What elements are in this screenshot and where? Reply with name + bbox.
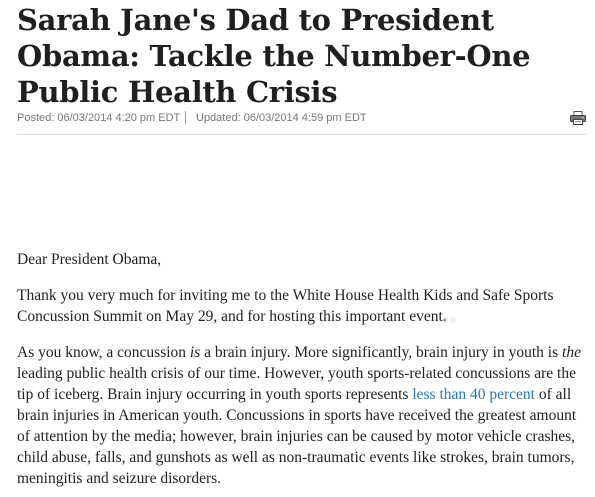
paragraph-concussion-text (17, 342, 589, 489)
meta-divider (185, 111, 186, 124)
updated-timestamp: Updated: 06/03/2014 4:59 pm EDT (196, 112, 367, 124)
printer-icon[interactable] (570, 110, 586, 124)
text-run: As you know, a concussion (17, 344, 190, 361)
header-divider (17, 134, 587, 135)
less-than-40-percent-link[interactable]: less than 40 percent (412, 386, 535, 403)
salutation (17, 249, 589, 270)
emphasis-is: is (189, 344, 201, 361)
loading-icon (441, 311, 459, 323)
emphasis-the: the (562, 344, 581, 361)
paragraph-thanks-text: Thank you very much for inviting me to the White House Health Kids and Safe Sports Concussion Summit on May 29, and for hosting this important event. (17, 287, 554, 325)
text-run: leading public health crisis of our time. However, youth sports-related concussions are the tip of iceberg. Brain injury occurring in youth sports represents (17, 365, 576, 403)
posted-timestamp: Posted: 06/03/2014 4:20 pm EDT (17, 112, 181, 124)
text-run: a brain injury. More significantly, brain injury in youth is (200, 344, 563, 361)
article-headline: Sarah Jane's Dad to President Obama: Tackle the Number-One Public Health Crisis (17, 3, 531, 109)
text-run: of all brain injuries in American youth. Concussions in sports have received the greatest amount of attention by the media; however, brain injuries can be caused by motor vehicle crashes, child abuse, falls, and gunshots as well as non-traumatic events like strokes, brain tumors, meningitis and seizure disorders. (17, 386, 577, 487)
paragraph-thanks (17, 285, 589, 327)
article-meta (17, 109, 587, 127)
paragraph-concussion (17, 342, 589, 489)
salutation-text: Dear President Obama, (17, 251, 162, 268)
